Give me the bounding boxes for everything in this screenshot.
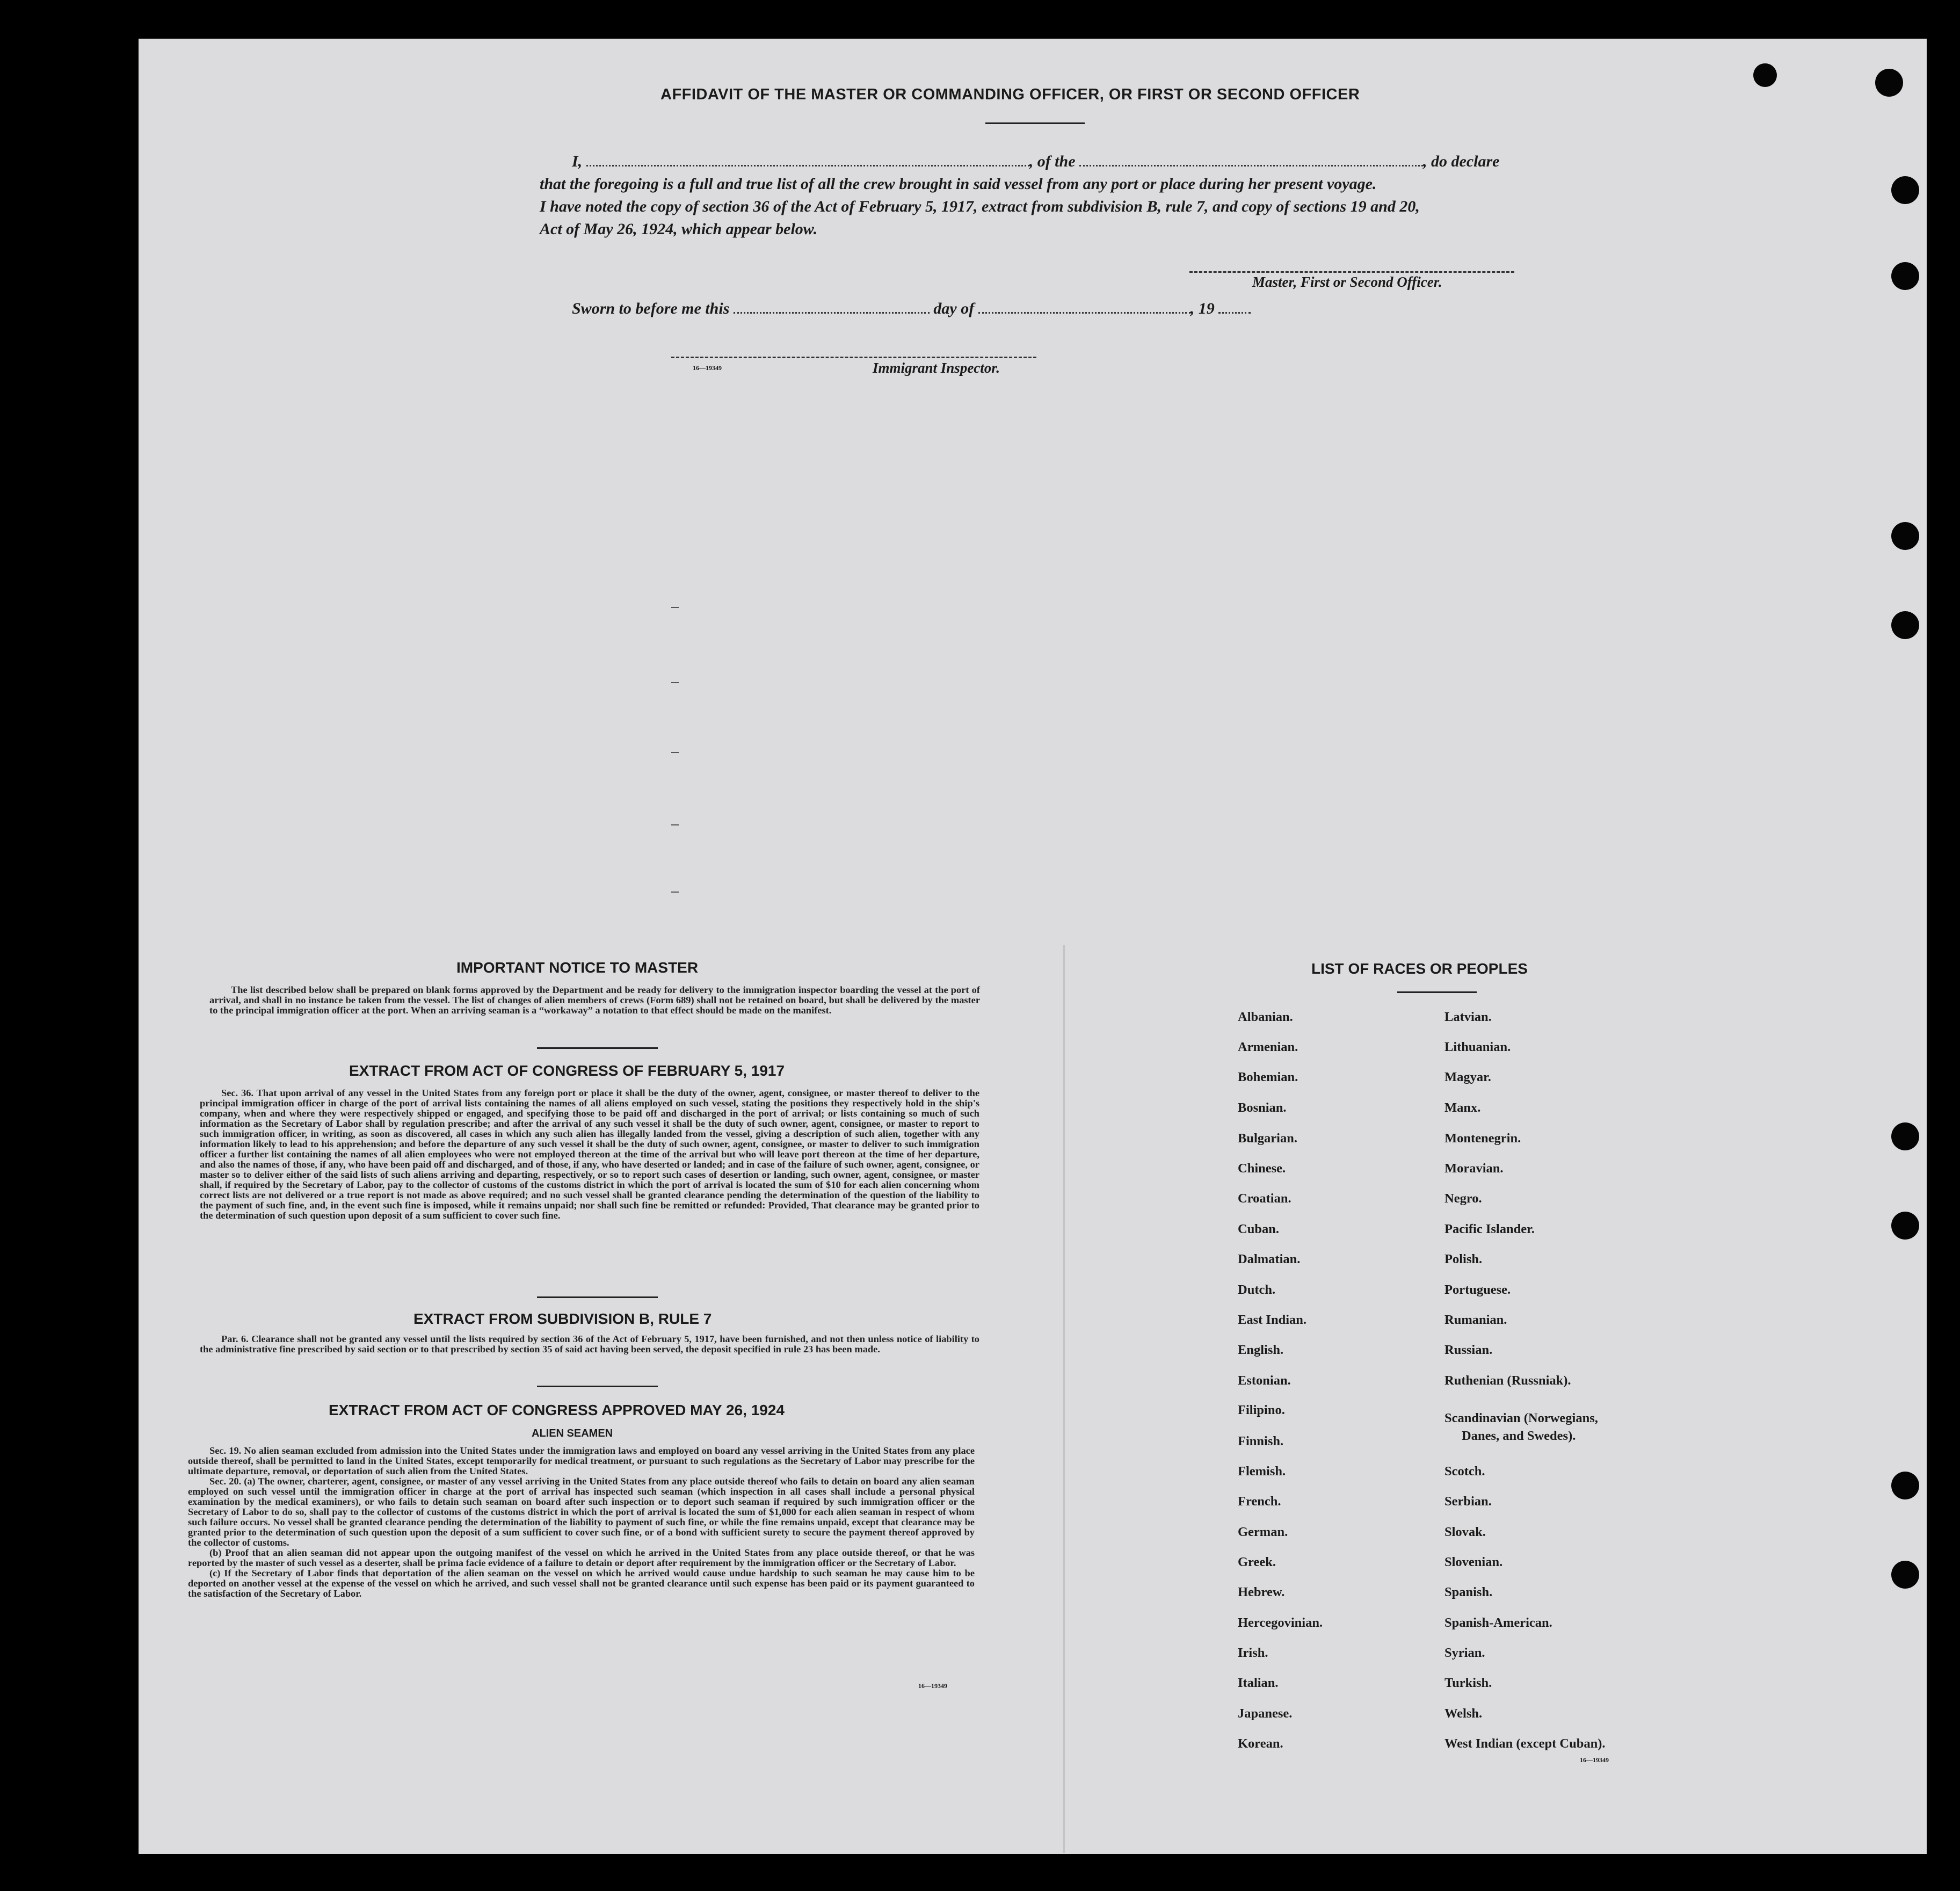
race-item: French.: [1238, 1494, 1281, 1509]
affidavit-line-1: [572, 153, 1499, 171]
extract-1924-title: EXTRACT FROM ACT OF CONGRESS APPROVED MAY 26, 1924: [329, 1402, 785, 1418]
race-item: Danes, and Swedes).: [1462, 1429, 1576, 1443]
race-item: Armenian.: [1238, 1040, 1298, 1054]
race-item: Filipino.: [1238, 1403, 1285, 1417]
sworn-label: Sworn to before me this: [572, 300, 730, 317]
race-item: Cuban.: [1238, 1222, 1279, 1236]
notice-paragraph: The list described below shall be prepared on blank forms approved by the Department and be ready for delivery to the immigration inspector boarding the vessel at the port of arrival, and shall in no instance be taken from the vessel. The list of changes of alien members of crews (Form 689) shall not be retained on board, but shall be delivered by the master to the principal immigration officer at the port. When an arriving seaman is a “workaway” a notation to that effect should be made on the manifest.: [209, 984, 980, 1016]
race-item: Albanian.: [1238, 1010, 1293, 1024]
form-number: 16—19349: [918, 1682, 947, 1690]
sec-36-paragraph: Sec. 36. That upon arrival of any vessel in the United States from any foreign port or place it shall be the duty of the owner, agent, consignee, or master thereof to deliver to the principal immigration officer in charge of the port of arrival lists containing the names of all aliens employed on such vessel, stating the positions they respectively hold in the ship's company, when and where they were respectively shipped or engaged, and specifying those to be paid off and discharged in the port of arrival; or lists containing so much of such information as the Secretary of Labor shall by regulation prescribe; and after the arrival of any such vessel it shall be the duty of such owner, agent, consignee, or master to report to such immigration officer, in writing, as soon as discovered, all cases in which any such alien has illegally landed from the vessel, giving a description of such alien, together with any information likely to lead to his apprehension; and before the departure of any such vessel it shall be the duty of such owner, agent, consignee, or master to deliver to such immigration officer a further list containing the names of all alien employees who were not employed thereon at the time of the arrival but who will leave port thereon at the time of her departure, and also the names of those, if any, who have been paid off and discharged, and of those, if any, who have deserted or landed; and in case of the failure of such owner, agent, consignee, or master so to deliver either of the said lists of such aliens arriving and departing, respectively, or so to report such cases of desertion or landing, such owner, agent, consignee, or master shall, if required by the Secretary of Labor, pay to the collector of customs of the customs district in which the port of arrival is located the sum of $10 for each alien concerning whom correct lists are not delivered or a true report is not made as above required; and no such vessel shall be granted clearance pending the determination of the question of the liability to the payment of such fine, and, in the event such fine is imposed, while it remains unpaid; nor shall such fine be remitted or refunded: Provided, That clearance may be granted prior to the determination of such question upon deposit of a sum sufficient to cover such fine.: [200, 1088, 979, 1221]
race-item: Pacific Islander.: [1444, 1222, 1535, 1236]
race-item: Rumanian.: [1444, 1313, 1507, 1327]
punch-hole-10: [1891, 1561, 1919, 1589]
punch-hole-7: [1891, 1122, 1919, 1150]
affidavit-line-2: that the foregoing is a full and true list of all the crew brought in said vessel from any port or place during her present voyage.: [540, 175, 1377, 193]
page-fold-line: [1063, 945, 1065, 1853]
margin-tick: [671, 824, 679, 825]
margin-tick: [671, 752, 679, 753]
extract-1924-text: [188, 1446, 975, 1599]
race-item: Finnish.: [1238, 1434, 1284, 1448]
race-item: Estonian.: [1238, 1373, 1291, 1388]
affidavit-title-rule: [985, 122, 1085, 124]
race-item: Latvian.: [1444, 1010, 1492, 1024]
race-item: Bosnian.: [1238, 1100, 1287, 1115]
race-item: Hebrew.: [1238, 1585, 1285, 1599]
sworn-day-field[interactable]: [734, 308, 930, 314]
affidavit-line-4: Act of May 26, 1924, which appear below.: [540, 220, 818, 238]
race-item: Irish.: [1238, 1646, 1268, 1660]
race-item: Greek.: [1238, 1555, 1276, 1569]
section-rule-1: [537, 1047, 658, 1049]
race-item: Croatian.: [1238, 1191, 1291, 1206]
of-the-label: , of the: [1029, 153, 1076, 170]
form-number: 16—19349: [1580, 1756, 1609, 1764]
race-item: Montenegrin.: [1444, 1131, 1521, 1146]
par-6-paragraph: Par. 6. Clearance shall not be granted any vessel until the lists required by section 36 of the Act of February 5, 1917, have been furnished, and not then unless notice of liability to the administrative fine prescribed by said section or to that prescribed by section 35 of said act having been served, the deposit specified in rule 23 has been made.: [200, 1334, 979, 1354]
form-number: 16—19349: [693, 364, 722, 372]
race-item: Spanish.: [1444, 1585, 1493, 1599]
race-item: Scotch.: [1444, 1464, 1485, 1479]
section-rule-2: [537, 1296, 658, 1298]
alien-seamen-subtitle: ALIEN SEAMEN: [532, 1428, 613, 1439]
race-item: Chinese.: [1238, 1161, 1286, 1176]
declare-label: , do declare: [1423, 153, 1500, 170]
race-item: Syrian.: [1444, 1646, 1485, 1660]
punch-hole-9: [1891, 1472, 1919, 1499]
race-item: Moravian.: [1444, 1161, 1504, 1176]
race-item: Flemish.: [1238, 1464, 1286, 1479]
master-signature-label: Master, First or Second Officer.: [1252, 274, 1442, 290]
sec-19-paragraph: Sec. 19. No alien seaman excluded from admission into the United States under the immigration laws and employed on board any vessel arriving in the United States from any place outside thereof, shall be permitted to land in the United States, except temporarily for medical treatment, or pursuant to such regulations as the Secretary of Labor may prescribe for the ultimate departure, removal, or deportation of such alien from the United States.: [188, 1445, 975, 1476]
year-label: , 19: [1190, 300, 1215, 317]
race-item: West Indian (except Cuban).: [1444, 1736, 1606, 1751]
rule7-text: [200, 1334, 979, 1354]
race-item: Dalmatian.: [1238, 1252, 1301, 1266]
i-label: I,: [572, 153, 583, 170]
race-item: Serbian.: [1444, 1494, 1492, 1509]
race-item: Japanese.: [1238, 1706, 1293, 1721]
race-item: Polish.: [1444, 1252, 1483, 1266]
race-item: East Indian.: [1238, 1313, 1307, 1327]
race-item: Bulgarian.: [1238, 1131, 1297, 1146]
notice-title: IMPORTANT NOTICE TO MASTER: [456, 959, 699, 976]
race-item: Lithuanian.: [1444, 1040, 1511, 1054]
sworn-year-field[interactable]: [1218, 308, 1251, 314]
name-field[interactable]: [586, 161, 1029, 166]
notice-text: [209, 985, 980, 1016]
race-item: Korean.: [1238, 1736, 1283, 1751]
race-item: Dutch.: [1238, 1283, 1276, 1297]
inspector-label: Immigrant Inspector.: [873, 360, 1000, 376]
extract-1917-title: EXTRACT FROM ACT OF CONGRESS OF FEBRUARY 5, 1917: [349, 1062, 785, 1079]
race-item: Welsh.: [1444, 1706, 1483, 1721]
races-title-rule: [1397, 991, 1477, 993]
affidavit-title: AFFIDAVIT OF THE MASTER OR COMMANDING OFFICER, OR FIRST OR SECOND OFFICER: [660, 86, 1360, 103]
race-item: Ruthenian (Russniak).: [1444, 1373, 1571, 1388]
race-item: Italian.: [1238, 1676, 1279, 1690]
sec-20a-paragraph: Sec. 20. (a) The owner, charterer, agent, consignee, or master of any vessel arriving in the United States from any place outside thereof who fails to detain on board any alien seaman employed on such vessel until the immigration officer in charge at the port of arrival has inspected such seaman (which inspection in all cases shall include a personal physical examination by the medical examiners), or who fails to detain such seaman on board after such inspection or to deport such seaman if required by such immigration officer or the Secretary of Labor to do so, shall pay to the collector of customs of the customs district in which the port of arrival is located the sum of $1,000 for each alien seaman in respect of whom such failure occurs. No vessel shall be granted clearance pending the determination of the liability to payment of such fine, or while the fine remains unpaid, except that clearance may be granted prior to the determination of such question upon the deposit of a sum sufficient to cover such fine, or of a bond with sufficient surety to secure the payment thereof approved by the collector of customs.: [188, 1476, 975, 1548]
race-item: Negro.: [1444, 1191, 1482, 1206]
race-item: Scandinavian (Norwegians,: [1444, 1411, 1598, 1425]
punch-hole-1: [1753, 63, 1777, 87]
affidavit-line-3: I have noted the copy of section 36 of the Act of February 5, 1917, extract from subdivision B, rule 7, and copy of sections 19 and 20,: [540, 198, 1420, 215]
race-item: Slovak.: [1444, 1525, 1486, 1539]
race-item: Bohemian.: [1238, 1070, 1298, 1084]
races-title: LIST OF RACES OR PEOPLES: [1311, 960, 1528, 977]
punch-hole-8: [1891, 1212, 1919, 1240]
margin-tick: [671, 892, 679, 893]
extract-1917-text: [200, 1088, 979, 1221]
margin-tick: [671, 607, 679, 608]
race-item: German.: [1238, 1525, 1288, 1539]
sec-20c-paragraph: (c) If the Secretary of Labor finds that deportation of the alien seaman on the vessel on which he arrived would cause undue hardship to such seaman he may cause him to be deported on another vessel at the expense of the vessel on which he arrived, and such vessel shall not be granted clearance until such expense has been paid or its payment guaranteed to the satisfaction of the Secretary of Labor.: [188, 1568, 975, 1599]
race-item: Turkish.: [1444, 1676, 1492, 1690]
sworn-month-field[interactable]: [978, 308, 1190, 314]
race-item: Slovenian.: [1444, 1555, 1503, 1569]
punch-hole-3: [1891, 176, 1919, 204]
day-of-label: day of: [933, 300, 975, 317]
sec-20b-paragraph: (b) Proof that an alien seaman did not appear upon the outgoing manifest of the vessel on which he arrived in the United States from any place outside thereof, or that he was reported by the master of such vessel as a deserter, shall be prima facie evidence of a failure to detain or deport after requirement by the immigration officer or the Secretary of Labor.: [188, 1547, 975, 1568]
punch-hole-6: [1891, 611, 1919, 639]
margin-tick: [671, 682, 679, 683]
inspector-signature-line[interactable]: [671, 357, 1036, 358]
vessel-field[interactable]: [1079, 161, 1423, 166]
race-item: Portuguese.: [1444, 1283, 1511, 1297]
race-item: Manx.: [1444, 1100, 1481, 1115]
punch-hole-2: [1875, 69, 1903, 97]
sworn-line: [572, 300, 1251, 318]
race-item: Hercegovinian.: [1238, 1615, 1323, 1630]
race-item: English.: [1238, 1343, 1284, 1357]
race-item: Spanish-American.: [1444, 1615, 1552, 1630]
race-item: Magyar.: [1444, 1070, 1491, 1084]
punch-hole-4: [1891, 262, 1919, 290]
rule7-title: EXTRACT FROM SUBDIVISION B, RULE 7: [413, 1310, 712, 1327]
section-rule-3: [537, 1386, 658, 1387]
race-item: Russian.: [1444, 1343, 1493, 1357]
master-signature-line[interactable]: [1189, 271, 1514, 273]
punch-hole-5: [1891, 522, 1919, 550]
